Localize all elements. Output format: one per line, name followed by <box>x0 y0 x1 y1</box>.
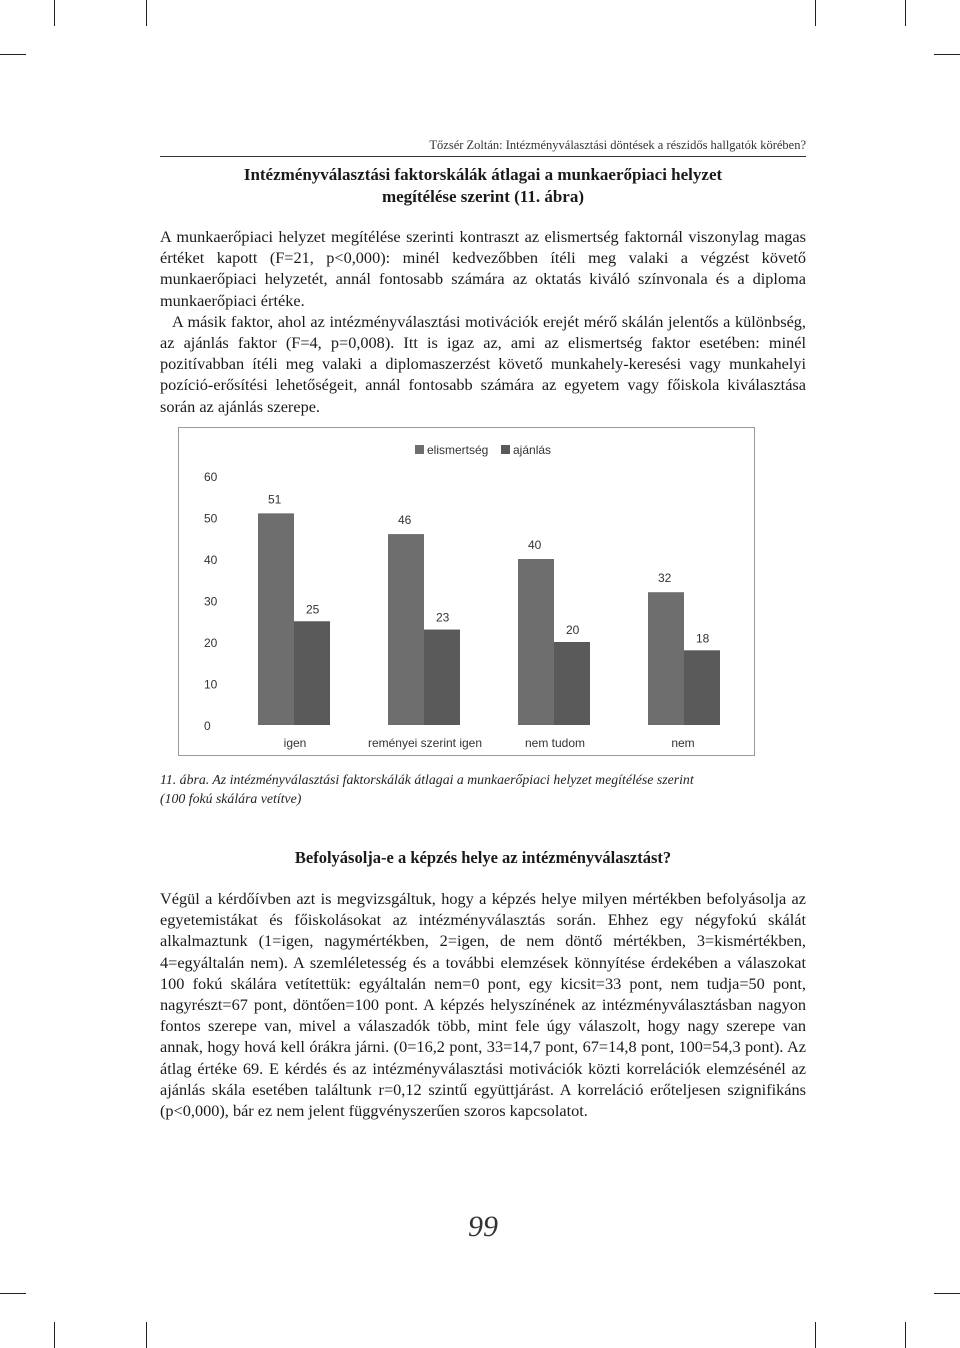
bar-elismertség-0 <box>258 513 294 725</box>
body-text-upper <box>160 226 806 417</box>
subsection-heading: Befolyásolja-e a képzés helye az intézményválasztást? <box>294 848 672 867</box>
legend-label: ajánlás <box>513 443 552 457</box>
crop-mark-top-left-inner <box>146 0 147 26</box>
figure-caption-line1: 11. ábra. Az intézményválasztási faktorskálák átlagai a munkaerőpiaci helyzet megítélése szerint <box>160 772 694 787</box>
crop-mark-right-bottom <box>934 1293 960 1294</box>
bar-ajánlás-0 <box>294 621 330 725</box>
bar-ajánlás-3 <box>684 650 720 725</box>
crop-mark-top-right <box>905 0 906 26</box>
crop-mark-top-left <box>54 0 55 26</box>
x-tick-label: nem tudom <box>524 736 586 750</box>
body-text-lower <box>160 888 806 1121</box>
crop-mark-bottom-right <box>905 1322 906 1348</box>
paragraph-3: Végül a kérdőívben azt is megvizsgáltuk, hogy a képzés helye milyen mértékben befolyásolja az egyetemistákat és főiskolásokat az intézményválasztás során. Ehhez egy négyfokú skálát alkalmaztunk (1=igen, nagymértékben, 2=igen, de nem döntő mértékben, 3=kismértékben, 4=egyáltalán nem). A szemléletesség és a további elemzések könnyítése érdekében a válaszokat 100 fokú skálára vetítettük: egyáltalán nem=0 pont, egy kicsit=33 pont, nem tudja=50 pont, nagyrészt=67 pont, döntően=100 pont. A képzés helyszínének az intézményválasztásban nagyon fontos szerepe van, mivel a válaszadók több, mint fele úgy válaszolt, hogy nagy szerepe van annak, hogy hová kell órákra járni. (0=16,2 pont, 33=14,7 pont, 67=14,8 pont, 100=54,3 pont). Az átlag értéke 69. E kérdés és az intézményválasztási motivációk közti korrelációk elemzésénél az ajánlás skála esetében találtunk r=0,12 szintű együttjárást. A korreláció erőteljesen szignifikáns (p<0,000), bár ez nem jelent függvényszerűen szoros kapcsolatot. <box>160 889 806 1121</box>
legend-swatch <box>415 445 424 454</box>
data-label: 51 <box>268 492 282 507</box>
crop-mark-top-right-inner <box>815 0 816 26</box>
section-title <box>160 164 806 208</box>
crop-mark-left-top <box>0 54 26 55</box>
y-tick-label: 10 <box>204 677 218 692</box>
data-label: 46 <box>398 513 412 528</box>
data-label: 40 <box>528 538 542 552</box>
y-tick-label: 40 <box>204 553 218 567</box>
x-tick-label: igen <box>283 736 307 750</box>
y-tick-label: 50 <box>204 511 218 526</box>
bar-elismertség-1 <box>388 534 424 725</box>
y-tick-label: 30 <box>204 594 218 609</box>
data-label: 32 <box>658 571 672 586</box>
legend-label: elismertség <box>427 443 489 457</box>
legend-swatch <box>501 445 510 454</box>
x-tick-label: reményei szerint igen <box>367 736 483 750</box>
crop-mark-bottom-right-inner <box>815 1322 816 1348</box>
y-tick-label: 60 <box>204 470 218 484</box>
figure-caption <box>160 770 806 808</box>
section-title-line2: megítélése szerint (11. ábra) <box>381 187 585 206</box>
crop-mark-bottom-left-inner <box>146 1322 147 1348</box>
running-header: Tőzsér Zoltán: Intézményválasztási döntések a részidős hallgatók körében? <box>160 138 806 157</box>
bar-chart-svg <box>179 428 754 755</box>
section-title-line1: Intézményválasztási faktorskálák átlagai a munkaerőpiaci helyzet <box>243 165 723 184</box>
crop-mark-right-top <box>934 54 960 55</box>
bar-elismertség-3 <box>648 592 684 725</box>
paragraph-2: A másik faktor, ahol az intézményválasztási motivációk erejét mérő skálán jelentős a különbség, az ajánlás faktor (F=4, p=0,008). Itt is igaz az, ami az elismertség faktor esetében: minél pozitívabban ítéli meg valaki a diplomaszerzést követő munkahely-keresési vagy munkahelyi pozíció-erősítési lehetőségeit, annál fontosabb számára az egyetem vagy főiskola kiválasztása során az ajánlás szerepe. <box>160 311 806 416</box>
figure-caption-line2: (100 fokú skálára vetítve) <box>160 791 302 806</box>
bar-ajánlás-2 <box>554 642 590 725</box>
data-label: 25 <box>306 602 320 617</box>
bar-elismertség-2 <box>518 559 554 725</box>
bar-ajánlás-1 <box>424 630 460 725</box>
x-tick-label: nem <box>671 736 695 750</box>
data-label: 18 <box>696 631 710 646</box>
crop-mark-bottom-left <box>54 1322 55 1348</box>
data-label: 23 <box>436 610 450 625</box>
paragraph-1: A munkaerőpiaci helyzet megítélése szerinti kontraszt az elismertség faktornál viszonylag magas értéket kapott (F=21, p<0,000): minél kedvezőbben ítéli meg valaki a végzést követő munkaerőpiaci helyzetét, annál fontosabb számára az oktatás kiváló színvonala és a diploma munkaerőpiaci értéke. <box>160 227 806 310</box>
bar-chart <box>178 427 755 756</box>
page-number: 99 <box>468 1210 498 1243</box>
y-tick-label: 0 <box>204 719 211 733</box>
data-label: 20 <box>566 623 580 637</box>
y-tick-label: 20 <box>204 636 218 650</box>
crop-mark-left-bottom <box>0 1293 26 1294</box>
